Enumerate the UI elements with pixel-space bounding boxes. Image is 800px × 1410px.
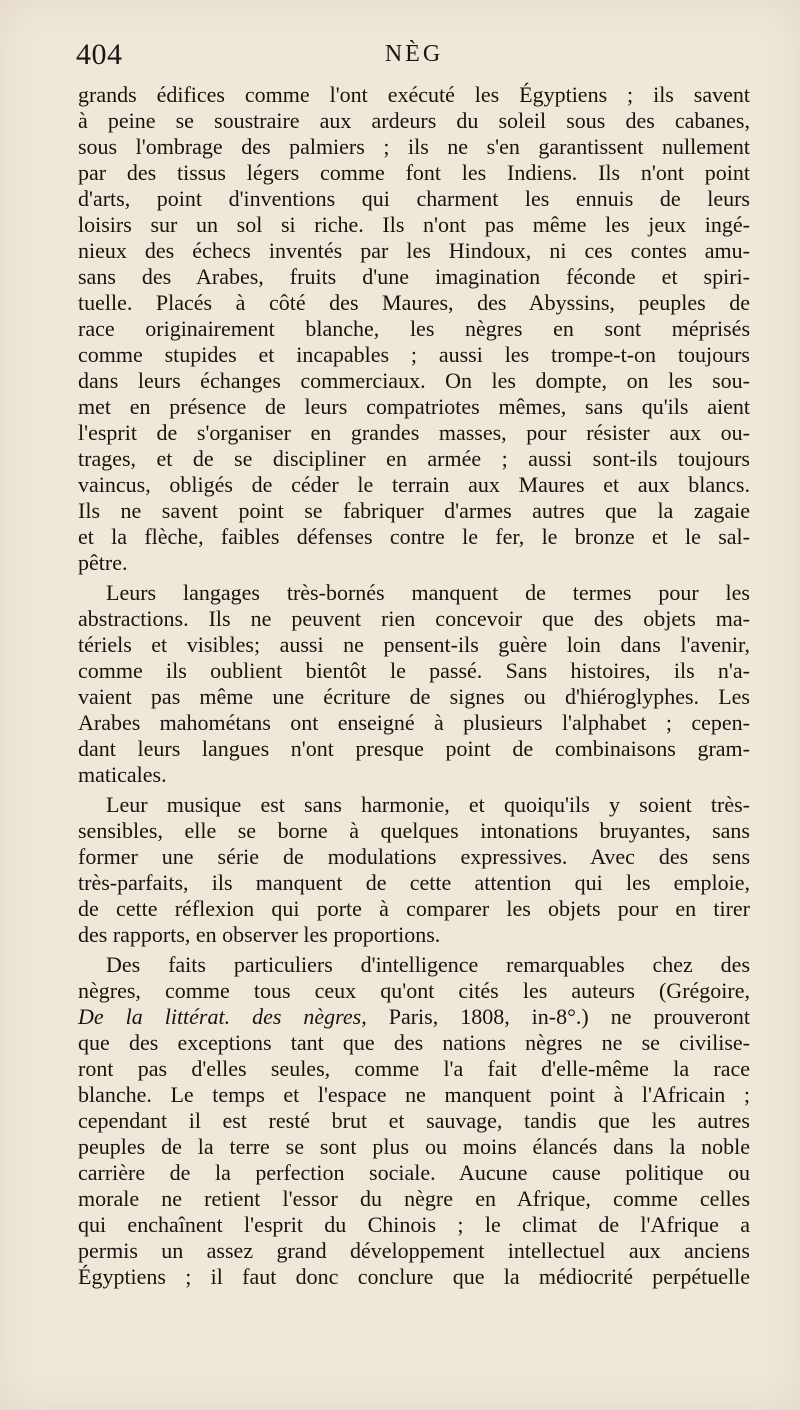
- text-line: carrière de la perfection sociale. Aucune cause politique ou: [78, 1160, 750, 1185]
- text-line: nieux des échecs inventés par les Hindoux, ni ces contes amu-: [78, 238, 750, 263]
- text-line: sensibles, elle se borne à quelques intonations bruyantes, sans: [78, 818, 750, 843]
- text-line: des rapports, en observer les proportions.: [78, 922, 441, 947]
- running-head: NÈG: [384, 41, 444, 67]
- text-line: l'esprit de s'organiser en grandes masses, pour résister aux ou-: [78, 420, 750, 445]
- text-line: trages, et de se discipliner en armée ; aussi sont-ils toujours: [78, 446, 750, 471]
- paragraph-1: [78, 82, 750, 576]
- text-line: Leur musique est sans harmonie, et quoiqu'ils y soient très-: [106, 792, 750, 817]
- text-line: que des exceptions tant que des nations nègres ne se civilise-: [78, 1030, 750, 1055]
- text-line: Ils ne savent point se fabriquer d'armes autres que la zagaie: [78, 498, 750, 523]
- text-line: former une série de modulations expressives. Avec des sens: [78, 844, 750, 869]
- text-line: ront pas d'elles seules, comme l'a fait d'elle-même la race: [78, 1056, 750, 1081]
- body-text: [78, 82, 750, 1294]
- paragraph-4: [78, 952, 750, 1290]
- text-line: blanche. Le temps et l'espace ne manquent point à l'Africain ;: [78, 1082, 750, 1107]
- text-line: cependant il est resté brut et sauvage, tandis que les autres: [78, 1108, 750, 1133]
- text-line: par des tissus légers comme font les Indiens. Ils n'ont point: [78, 160, 750, 185]
- text-line: Égyptiens ; il faut donc conclure que la médiocrité perpétuelle: [78, 1264, 750, 1289]
- text-line: Arabes mahométans ont enseigné à plusieurs l'alphabet ; cepen-: [78, 710, 750, 735]
- text-line: très-parfaits, ils manquent de cette attention qui les emploie,: [78, 870, 750, 895]
- citation-title: De la littérat. des nègres: [78, 1004, 362, 1029]
- text-line: tériels et visibles; aussi ne pensent-ils guère loin dans l'avenir,: [78, 632, 750, 657]
- text-line: nègres, comme tous ceux qu'ont cités les auteurs (Grégoire,: [78, 978, 750, 1003]
- text-line: tuelle. Placés à côté des Maures, des Abyssins, peuples de: [78, 290, 750, 315]
- text-line: et la flèche, faibles défenses contre le fer, le bronze et le sal-: [78, 524, 750, 549]
- text-line: sans des Arabes, fruits d'une imagination féconde et spiri-: [78, 264, 750, 289]
- text-line: dans leurs échanges commerciaux. On les dompte, on les sou-: [78, 368, 750, 393]
- text-line: loisirs sur un sol si riche. Ils n'ont pas même les jeux ingé-: [78, 212, 750, 237]
- text-line: vaincus, obligés de céder le terrain aux Maures et aux blancs.: [78, 472, 750, 497]
- text-line: de cette réflexion qui porte à comparer les objets pour en tirer: [78, 896, 750, 921]
- text-line: abstractions. Ils ne peuvent rien concevoir que des objets ma-: [78, 606, 750, 631]
- text-line: maticales.: [78, 762, 167, 787]
- text-line: qui enchaînent l'esprit du Chinois ; le climat de l'Afrique a: [78, 1212, 750, 1237]
- text-line: vaient pas même une écriture de signes ou d'hiéroglyphes. Les: [78, 684, 750, 709]
- page-number: 404: [76, 38, 123, 71]
- text-line: morale ne retient l'essor du nègre en Afrique, comme celles: [78, 1186, 750, 1211]
- text-line: grands édifices comme l'ont exécuté les Égyptiens ; ils savent: [78, 82, 750, 107]
- page-header: [76, 38, 752, 78]
- text-line: Leurs langages très-bornés manquent de termes pour les: [106, 580, 750, 605]
- text-line: pêtre.: [78, 550, 128, 575]
- paragraph-3: [78, 792, 750, 948]
- text-line: sous l'ombrage des palmiers ; ils ne s'en garantissent nullement: [78, 134, 750, 159]
- text-line: d'arts, point d'inventions qui charment les ennuis de leurs: [78, 186, 750, 211]
- citation-line: [78, 1004, 750, 1030]
- text-line: race originairement blanche, les nègres en sont méprisés: [78, 316, 750, 341]
- citation-suffix: , Paris, 1808, in-8°.) ne prouveront: [361, 1004, 750, 1029]
- text-line: comme ils oublient bientôt le passé. Sans histoires, ils n'a-: [78, 658, 750, 683]
- paragraph-2: [78, 580, 750, 788]
- text-line: permis un assez grand développement intellectuel aux anciens: [78, 1238, 750, 1263]
- text-line: comme stupides et incapables ; aussi les trompe-t-on toujours: [78, 342, 750, 367]
- text-line: Des faits particuliers d'intelligence remarquables chez des: [106, 952, 750, 977]
- text-line: met en présence de leurs compatriotes mêmes, sans qu'ils aient: [78, 394, 750, 419]
- text-line: à peine se soustraire aux ardeurs du soleil sous des cabanes,: [78, 108, 750, 133]
- text-line: peuples de la terre se sont plus ou moins élancés dans la noble: [78, 1134, 750, 1159]
- text-line: dant leurs langues n'ont presque point de combinaisons gram-: [78, 736, 750, 761]
